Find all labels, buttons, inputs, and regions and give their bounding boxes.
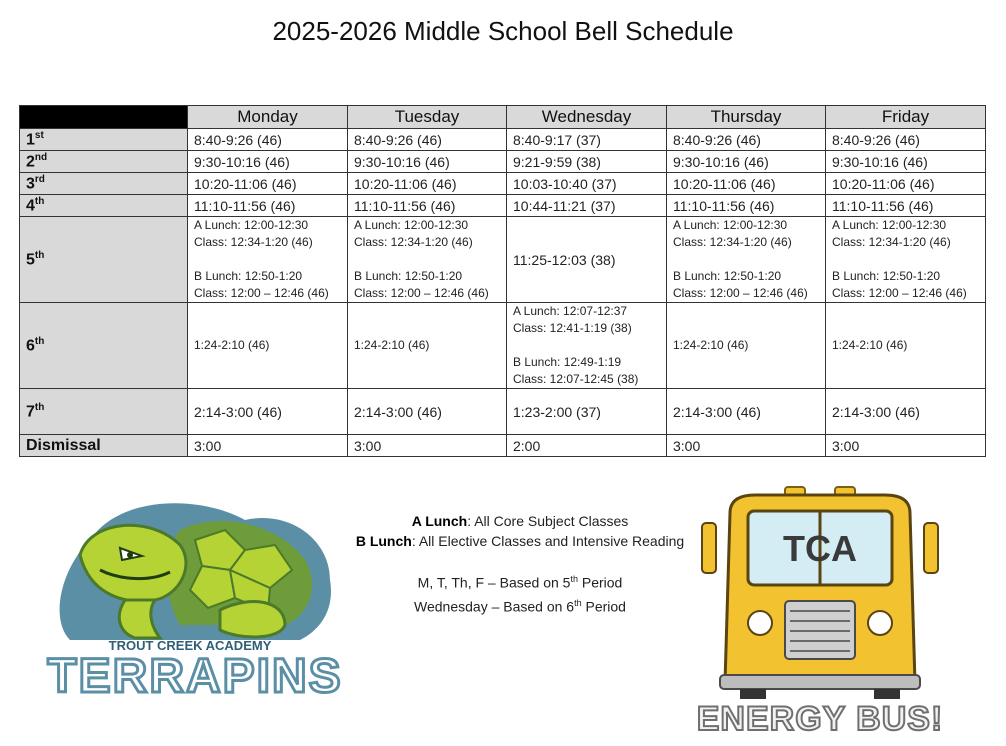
energy-bus-logo xyxy=(690,483,950,738)
header-day: Monday xyxy=(188,106,348,129)
schedule-cell xyxy=(348,151,507,173)
schedule-cell xyxy=(667,303,826,389)
schedule-cell-line: B Lunch: 12:50-1:20 xyxy=(832,269,941,283)
schedule-cell-text: 8:40-9:26 (46) xyxy=(673,131,761,148)
schedule-cell-line: Class: 12:00 – 12:46 (46) xyxy=(673,286,808,300)
schedule-cell xyxy=(348,435,507,457)
schedule-cell-text: 11:10-11:56 (46) xyxy=(832,197,934,214)
header-corner xyxy=(20,106,188,129)
schedule-cell-text: 3:00 xyxy=(354,437,382,454)
schedule-cell xyxy=(667,151,826,173)
period-number: 3 xyxy=(26,175,35,193)
period-suffix: th xyxy=(34,335,45,347)
legend-a-lunch xyxy=(300,511,740,531)
schedule-cell xyxy=(826,389,986,435)
schedule-cell-text: 11:10-11:56 (46) xyxy=(194,197,296,214)
period-label xyxy=(20,303,188,389)
period-number: 6 xyxy=(26,337,35,355)
schedule-cell xyxy=(188,195,348,217)
period-suffix: rd xyxy=(34,173,45,185)
legend-b-label: B Lunch xyxy=(355,533,412,549)
schedule-cell xyxy=(667,389,826,435)
table-row xyxy=(20,195,986,217)
schedule-cell xyxy=(826,217,986,303)
schedule-cell-line: A Lunch: 12:07-12:37 xyxy=(513,304,628,318)
schedule-cell-text: 10:20-11:06 (46) xyxy=(832,175,935,192)
legend-basis-mtthf xyxy=(300,569,740,593)
period-number: 7 xyxy=(26,403,35,421)
period-number: 1 xyxy=(26,131,35,149)
bus-logo-title: ENERGY BUS! xyxy=(696,700,944,738)
basis-mtthf-text: M, T, Th, F – Based on 5 xyxy=(417,574,571,591)
schedule-cell-text: 10:03-10:40 (37) xyxy=(513,175,617,192)
period-suffix: th xyxy=(34,401,45,413)
basis-mtthf-sup: th xyxy=(570,574,578,584)
schedule-cell xyxy=(507,303,667,389)
schedule-cell xyxy=(348,129,507,151)
legend-a-label: A Lunch xyxy=(411,513,468,529)
period-suffix: nd xyxy=(34,151,48,163)
schedule-cell-line: B Lunch: 12:50-1:20 xyxy=(673,269,782,283)
schedule-cell-text: 2:14-3:00 (46) xyxy=(354,403,442,420)
table-row xyxy=(20,173,986,195)
schedule-cell xyxy=(667,173,826,195)
schedule-cell-line: B Lunch: 12:50-1:20 xyxy=(354,269,463,283)
schedule-cell-text: 11:10-11:56 (46) xyxy=(354,197,456,214)
schedule-cell-text: 8:40-9:26 (46) xyxy=(194,131,282,148)
schedule-cell-line: Class: 12:07-12:45 (38) xyxy=(513,372,639,386)
header-day: Tuesday xyxy=(348,106,507,129)
table-row xyxy=(20,303,986,389)
schedule-cell xyxy=(826,435,986,457)
schedule-cell xyxy=(826,129,986,151)
period-number: 2 xyxy=(26,153,35,171)
period-label xyxy=(20,129,188,151)
period-number: 5 xyxy=(26,251,35,269)
schedule-cell-line: A Lunch: 12:00-12:30 xyxy=(194,218,309,232)
schedule-cell xyxy=(507,173,667,195)
schedule-cell-line: Class: 12:00 – 12:46 (46) xyxy=(832,286,967,300)
schedule-cell-line: Class: 12:00 – 12:46 (46) xyxy=(354,286,489,300)
schedule-cell xyxy=(188,151,348,173)
terrapins-logo xyxy=(30,500,360,710)
table-header-row xyxy=(20,106,986,129)
period-label xyxy=(20,173,188,195)
schedule-cell-text: 3:00 xyxy=(673,437,701,454)
schedule-cell xyxy=(507,217,667,303)
schedule-cell xyxy=(348,303,507,389)
period-number: Dismissal xyxy=(26,436,101,454)
schedule-cell xyxy=(348,173,507,195)
schedule-cell xyxy=(507,435,667,457)
schedule-cell-text: 8:40-9:17 (37) xyxy=(513,131,601,148)
legend-b-text: : All Elective Classes and Intensive Reading xyxy=(411,533,685,549)
schedule-cell-text: 11:25-12:03 (38) xyxy=(513,251,616,268)
bell-schedule-table xyxy=(19,105,986,457)
table-row xyxy=(20,389,986,435)
schedule-cell xyxy=(188,129,348,151)
schedule-cell-line: A Lunch: 12:00-12:30 xyxy=(832,218,947,232)
schedule-cell-line: B Lunch: 12:49-1:19 xyxy=(513,355,622,369)
schedule-cell xyxy=(826,151,986,173)
schedule-cell-text: 9:30-10:16 (46) xyxy=(673,153,769,170)
schedule-cell xyxy=(188,389,348,435)
header-day: Thursday xyxy=(667,106,826,129)
period-label xyxy=(20,151,188,173)
schedule-cell xyxy=(188,217,348,303)
schedule-cell-text: 10:20-11:06 (46) xyxy=(354,175,457,192)
schedule-cell-text: 1:24-2:10 (46) xyxy=(832,338,908,352)
period-label xyxy=(20,435,188,457)
schedule-cell-text: 9:21-9:59 (38) xyxy=(513,153,601,170)
schedule-cell-line: Class: 12:41-1:19 (38) xyxy=(513,321,632,335)
schedule-cell xyxy=(188,303,348,389)
schedule-cell-line: Class: 12:34-1:20 (46) xyxy=(832,235,951,249)
schedule-cell-text: 9:30-10:16 (46) xyxy=(832,153,928,170)
schedule-cell xyxy=(507,389,667,435)
schedule-cell xyxy=(348,389,507,435)
period-label xyxy=(20,195,188,217)
schedule-cell-text: 10:20-11:06 (46) xyxy=(673,175,776,192)
schedule-cell-text: 2:00 xyxy=(513,437,541,454)
schedule-cell xyxy=(667,195,826,217)
schedule-cell xyxy=(826,173,986,195)
schedule-cell-text: 2:14-3:00 (46) xyxy=(673,403,761,420)
schedule-cell-text: 1:24-2:10 (46) xyxy=(194,338,270,352)
legend-a-text: : All Core Subject Classes xyxy=(467,513,629,529)
period-suffix: th xyxy=(34,195,45,207)
basis-wed-post: Period xyxy=(581,598,626,615)
page-title: 2025-2026 Middle School Bell Schedule xyxy=(272,16,734,46)
table-row xyxy=(20,217,986,303)
table-row xyxy=(20,129,986,151)
bus-sign-text: TCA xyxy=(783,528,857,569)
header-day: Friday xyxy=(826,106,986,129)
lunch-legend xyxy=(300,511,740,616)
schedule-cell-line: A Lunch: 12:00-12:30 xyxy=(673,218,788,232)
basis-wed-text: Wednesday – Based on 6 xyxy=(414,598,575,615)
schedule-cell-text: 1:23-2:00 (37) xyxy=(513,403,601,420)
schedule-cell-line: A Lunch: 12:00-12:30 xyxy=(354,218,469,232)
schedule-cell xyxy=(348,195,507,217)
schedule-cell-line: Class: 12:00 – 12:46 (46) xyxy=(194,286,329,300)
basis-mtthf-post: Period xyxy=(577,574,623,591)
legend-basis-wed xyxy=(300,593,740,617)
logo-left-subtitle: TROUT CREEK ACADEMY xyxy=(108,638,272,653)
schedule-cell-text: 8:40-9:26 (46) xyxy=(354,131,442,148)
schedule-cell-text: 2:14-3:00 (46) xyxy=(194,403,282,420)
schedule-cell xyxy=(348,217,507,303)
period-number: 4 xyxy=(26,197,35,215)
period-suffix: st xyxy=(34,129,44,141)
schedule-cell-text: 2:14-3:00 (46) xyxy=(832,403,920,420)
schedule-cell-line: Class: 12:34-1:20 (46) xyxy=(354,235,473,249)
basis-wed-sup: th xyxy=(574,597,582,608)
table-row xyxy=(20,435,986,457)
schedule-cell-text: 11:10-11:56 (46) xyxy=(673,197,775,214)
schedule-cell-text: 10:44-11:21 (37) xyxy=(513,197,616,214)
schedule-cell xyxy=(188,435,348,457)
schedule-cell xyxy=(188,173,348,195)
schedule-cell-text: 9:30-10:16 (46) xyxy=(194,153,290,170)
schedule-cell xyxy=(667,217,826,303)
period-label xyxy=(20,389,188,435)
header-day: Wednesday xyxy=(507,106,667,129)
schedule-cell-line: B Lunch: 12:50-1:20 xyxy=(194,269,303,283)
schedule-cell-text: 1:24-2:10 (46) xyxy=(673,338,749,352)
schedule-cell xyxy=(667,435,826,457)
schedule-cell-text: 3:00 xyxy=(194,437,222,454)
period-label xyxy=(20,217,188,303)
legend-b-lunch xyxy=(300,531,740,551)
schedule-cell xyxy=(826,195,986,217)
schedule-cell-text: 1:24-2:10 (46) xyxy=(354,338,430,352)
schedule-cell xyxy=(507,195,667,217)
schedule-cell-text: 9:30-10:16 (46) xyxy=(354,153,450,170)
schedule-cell-line: Class: 12:34-1:20 (46) xyxy=(673,235,792,249)
schedule-cell-line: Class: 12:34-1:20 (46) xyxy=(194,235,313,249)
period-suffix: th xyxy=(34,249,45,261)
schedule-cell xyxy=(507,151,667,173)
schedule-cell-text: 10:20-11:06 (46) xyxy=(194,175,297,192)
table-row xyxy=(20,151,986,173)
schedule-cell xyxy=(507,129,667,151)
schedule-cell-text: 8:40-9:26 (46) xyxy=(832,131,920,148)
schedule-cell xyxy=(826,303,986,389)
schedule-cell xyxy=(667,129,826,151)
schedule-cell-text: 3:00 xyxy=(832,437,860,454)
logo-left-title: TERRAPINS xyxy=(47,650,343,703)
